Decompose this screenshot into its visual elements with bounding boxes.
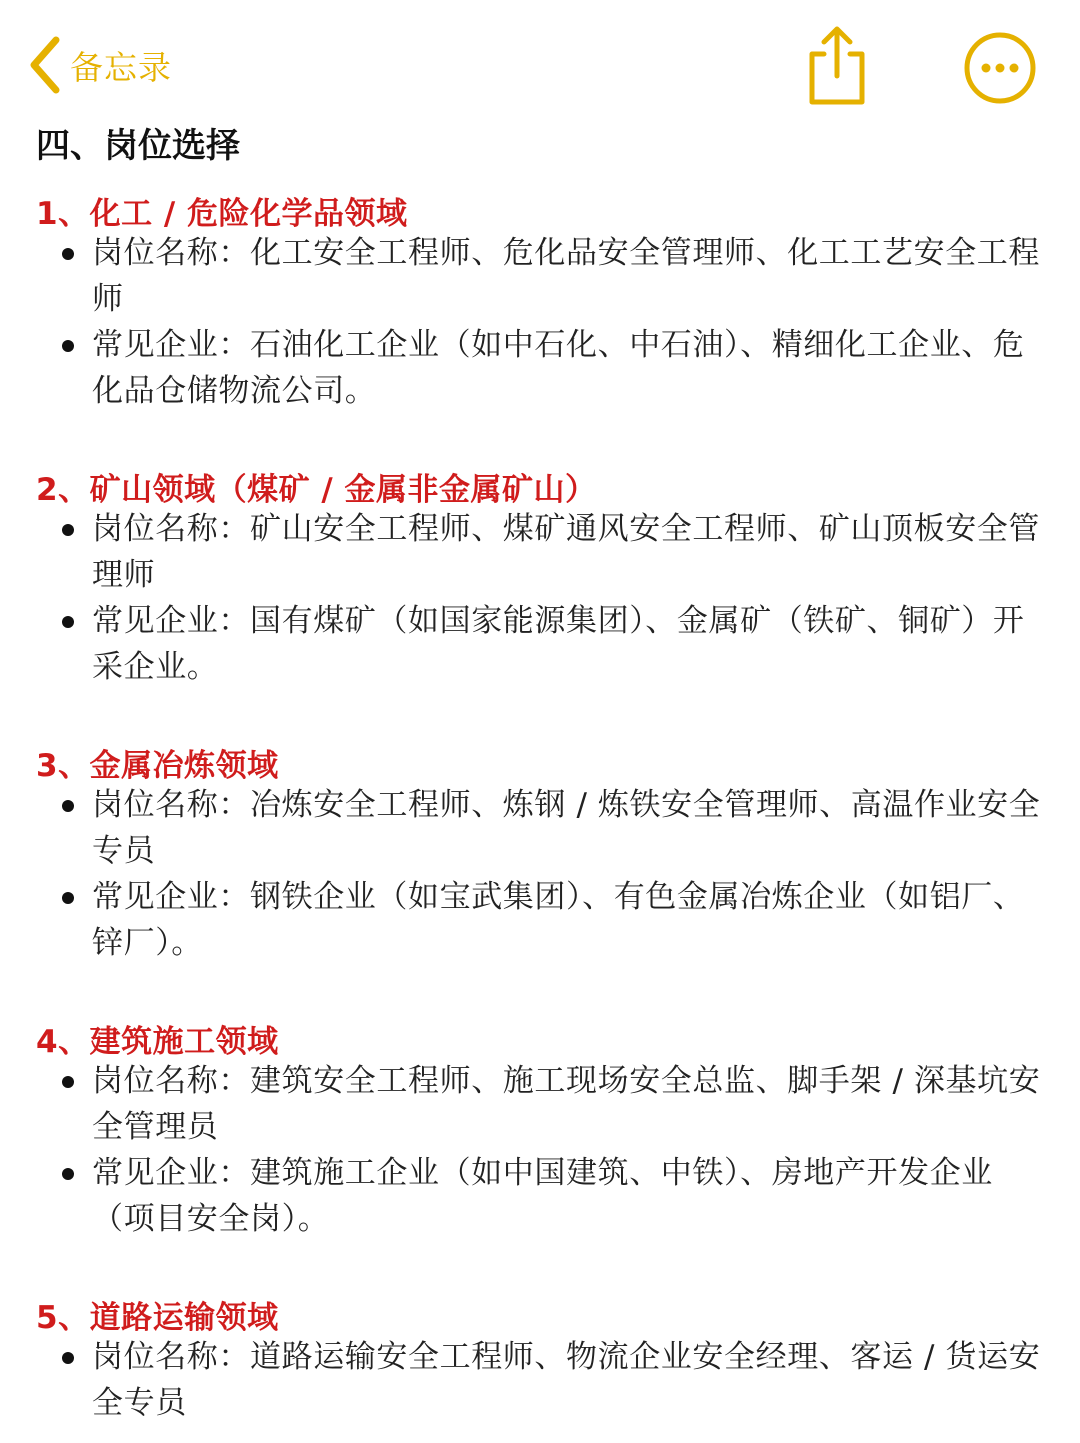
share-button[interactable] — [800, 24, 874, 108]
section-title: 5、道路运输领域 — [36, 1300, 279, 1336]
bullet-icon — [62, 340, 74, 352]
companies-text: 常见企业：钢铁企业（如宝武集团）、有色金属冶炼企业（如铝厂、锌厂）。 — [92, 879, 1025, 961]
bullet-icon — [62, 248, 74, 260]
more-icon — [962, 30, 1038, 106]
companies-text: 常见企业：建筑施工企业（如中国建筑、中铁）、房地产开发企业（项目安全岗）。 — [92, 1155, 993, 1237]
bullet-icon — [62, 1352, 74, 1364]
bullet-icon — [62, 800, 74, 812]
navigation-bar — [0, 0, 1080, 128]
back-button[interactable] — [24, 30, 172, 100]
companies-text: 常见企业：石油化工企业（如中石化、中石油）、精细化工企业、危化品仓储物流公司。 — [92, 327, 1025, 409]
section-title: 4、建筑施工领域 — [36, 1024, 279, 1060]
positions-text: 岗位名称：道路运输安全工程师、物流企业安全经理、客运 / 货运安全专员 — [92, 1339, 1041, 1421]
bullet-icon — [62, 524, 74, 536]
bullet-icon — [62, 616, 74, 628]
bullet-icon — [62, 892, 74, 904]
bullet-icon — [62, 1168, 74, 1180]
companies-text: 常见企业：国有煤矿（如国家能源集团）、金属矿（铁矿、铜矿）开采企业。 — [92, 603, 1025, 685]
chevron-left-icon — [24, 30, 66, 100]
positions-text: 岗位名称：化工安全工程师、危化品安全管理师、化工工艺安全工程师 — [92, 235, 1040, 317]
section-title: 3、金属冶炼领域 — [36, 748, 279, 784]
section-title: 2、矿山领域（煤矿 / 金属非金属矿山） — [36, 472, 597, 508]
section-title: 1、化工 / 危险化学品领域 — [36, 196, 408, 232]
positions-text: 岗位名称：矿山安全工程师、煤矿通风安全工程师、矿山顶板安全管理师 — [92, 511, 1040, 593]
share-icon — [800, 24, 874, 108]
page-title: 四、岗位选择 — [36, 126, 240, 166]
positions-text: 岗位名称：冶炼安全工程师、炼钢 / 炼铁安全管理师、高温作业安全专员 — [92, 787, 1041, 869]
bullet-icon — [62, 1076, 74, 1088]
positions-text: 岗位名称：建筑安全工程师、施工现场安全总监、脚手架 / 深基坑安全管理员 — [92, 1063, 1041, 1145]
back-button-label: 备忘录 — [70, 47, 172, 87]
more-button[interactable] — [962, 30, 1038, 106]
